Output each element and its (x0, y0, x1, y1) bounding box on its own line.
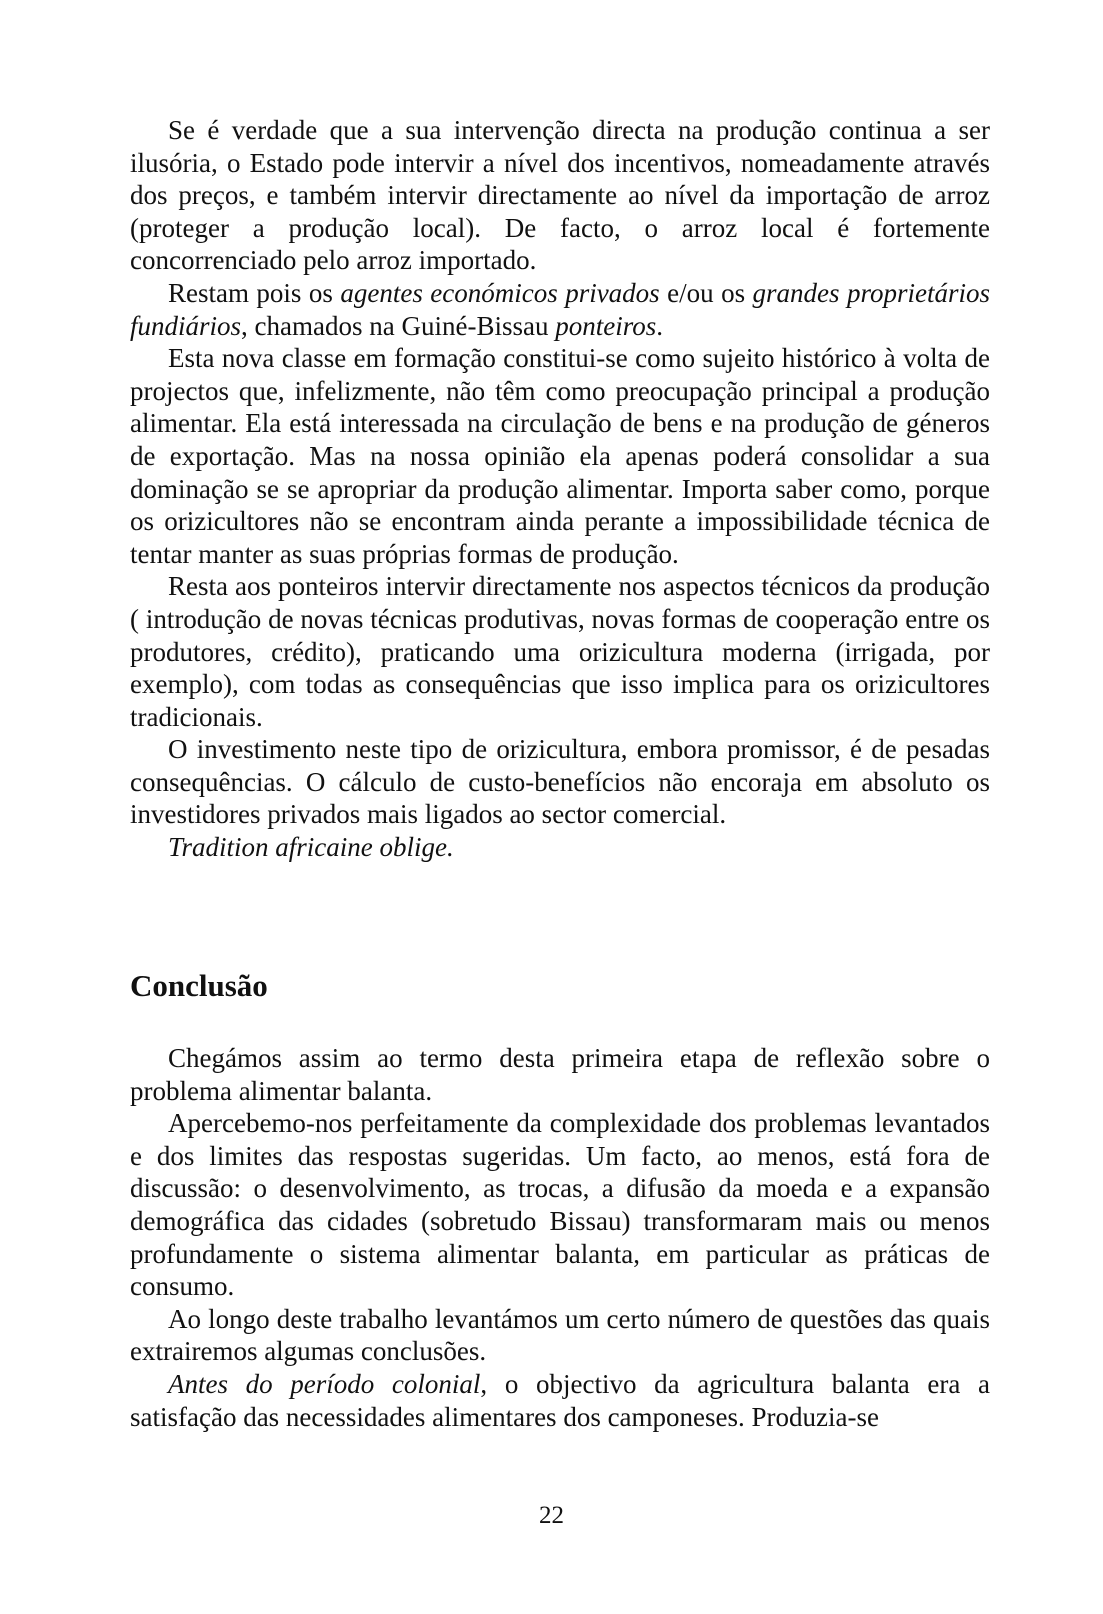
italic-text: grandes proprietários fundiários (130, 277, 991, 341)
text-run: . (656, 310, 663, 341)
text-run: e/ou os (659, 277, 753, 308)
body-text-section-1 (130, 114, 990, 864)
italic-text: agentes económicos privados (340, 277, 660, 308)
text-run: Chegámos assim ao termo desta primeira etapa de reflexão sobre o problema alimentar balanta. (130, 1043, 990, 1106)
page-number: 22 (539, 1502, 564, 1529)
text-run: Apercebemo-nos perfeitamente da complexidade dos problemas levantados e dos limites das respostas sugeridas. Um facto, ao menos, está fora de discussão: o desenvolvimento, as trocas, a difusão da moeda e a expansão demográfica das cidades (sobretudo Bissau) transformaram mais ou menos profundamente o sistema alimentar balanta, em particular as práticas de consumo. (130, 1108, 990, 1302)
text-run: , chamados na Guiné-Bissau (241, 310, 556, 341)
paragraph (130, 114, 990, 277)
text-run: Restam pois os (168, 277, 341, 308)
text-run: Ao longo deste trabalho levantámos um certo número de questões das quais extrairemos algumas conclusões. (130, 1303, 990, 1367)
paragraph (130, 1042, 990, 1107)
body-text-section-2 (130, 1042, 990, 1433)
paragraph (130, 342, 990, 570)
text-run: Se é verdade que a sua intervenção directa na produção continua a ser ilusória, o Estado pode intervir a nível dos incentivos, nomeadamente através dos preços, e também intervir directamente ao nível da importação de arroz (proteger a produção local). De facto, o arroz local é fortemente concorrenciado pelo arroz importado. (130, 115, 990, 276)
text-run: Esta nova classe em formação constitui-se como sujeito histórico à volta de projectos que, infelizmente, não têm como preocupação principal a produção alimentar. Ela está interessada na circulação de bens e na produção de géneros de exportação. Mas na nossa opinião ela apenas poderá consolidar a sua dominação se se apropriar da produção alimentar. Importa saber como, porque os orizicultores não se encontram ainda perante a impossibilidade técnica de tentar manter as suas próprias formas de produção. (130, 343, 990, 569)
italic-text: Tradition africaine oblige. (168, 832, 454, 863)
text-run: Resta aos ponteiros intervir directamente nos aspectos técnicos da produção ( introdução de novas técnicas produtivas, novas formas de cooperação entre os produtores, crédito), praticando uma orizicultura moderna (irrigada, por exemplo), com todas as consequências que isso implica para os orizicultores tradicionais. (130, 571, 990, 732)
paragraph (130, 831, 990, 864)
section-heading: Conclusão (130, 968, 268, 1003)
paragraph (130, 1303, 990, 1368)
paragraph (130, 277, 990, 342)
paragraph (130, 733, 990, 831)
italic-text: Antes do período colonial (168, 1368, 481, 1399)
italic-text: ponteiros (555, 310, 657, 341)
paragraph (130, 1368, 990, 1433)
text-run: O investimento neste tipo de orizicultura, embora promissor, é de pesadas consequências. O cálculo de custo-benefícios não encoraja em absoluto os investidores privados mais ligados ao sector comercial. (130, 734, 990, 830)
paragraph (130, 1107, 990, 1303)
paragraph (130, 570, 990, 733)
text-run: , o objectivo da agricultura balanta era a satisfação das necessidades alimentares dos camponeses. Produzia-se (130, 1368, 991, 1432)
